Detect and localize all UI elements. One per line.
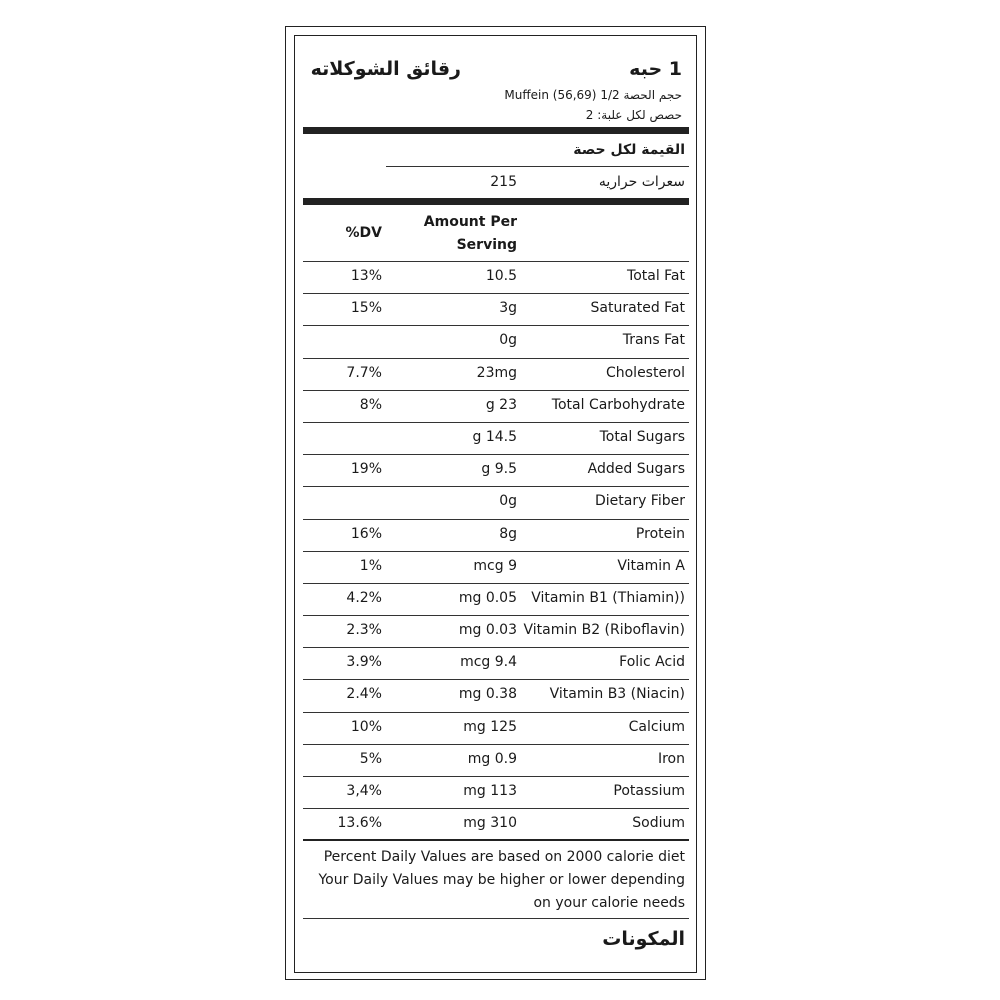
calories-value: 215: [490, 174, 517, 190]
nutrient-amount: mg 0.03: [458, 622, 517, 639]
nutrient-dv: 1%: [359, 557, 382, 574]
table-row: [303, 293, 689, 325]
table-row: [303, 583, 689, 615]
table-row: [303, 519, 689, 551]
serving-size: حجم الحصة 1/2 Muffein (56,69): [504, 88, 682, 102]
table-row: [303, 647, 689, 679]
table-row: [303, 422, 689, 454]
nutrient-amount: 0g: [499, 332, 517, 349]
nutrient-amount: mg 0.9: [467, 750, 517, 767]
nutrient-dv: 13%: [350, 268, 382, 284]
nutrient-amount: mcg 9: [473, 557, 517, 574]
nutrient-dv: 7.7%: [346, 364, 382, 381]
table-row: [303, 712, 689, 744]
column-header-amount: Amount Per Serving: [423, 214, 517, 253]
nutrient-name: Added Sugars: [587, 461, 685, 478]
table-row: [303, 486, 689, 518]
nutrient-amount: g 23: [485, 396, 517, 413]
table-row: [303, 261, 689, 293]
nutrient-dv: 5%: [359, 750, 382, 767]
table-row: [303, 808, 689, 840]
nutrient-dv: 3.9%: [346, 654, 382, 671]
nutrient-amount: mg 125: [463, 718, 517, 735]
table-bottom-divider: [303, 839, 689, 841]
nutrient-amount: g 9.5: [481, 461, 517, 478]
table-row: [303, 390, 689, 422]
nutrient-amount: 8g: [499, 525, 517, 542]
thick-divider: [303, 198, 689, 205]
divider: [386, 166, 689, 167]
per-serving-heading: القيمة لكل حصة: [573, 142, 685, 158]
nutrient-dv: 2.3%: [346, 622, 382, 639]
nutrient-name: Saturated Fat: [590, 300, 685, 317]
table-row: [303, 325, 689, 357]
nutrient-amount: mg 310: [463, 815, 517, 832]
nutrient-name: Protein: [635, 525, 685, 542]
ingredients-heading: المكونات: [602, 928, 685, 950]
nutrient-amount: 23mg: [476, 364, 517, 381]
nutrient-name: Vitamin B1 (Thiamin)): [531, 589, 685, 606]
nutrient-name: Total Sugars: [599, 428, 685, 445]
nutrient-name: Vitamin B3 (Niacin): [549, 686, 685, 703]
nutrient-amount: mcg 9.4: [460, 654, 517, 671]
nutrient-dv: 13.6%: [337, 815, 382, 832]
table-row: [303, 776, 689, 808]
nutrient-name: Calcium: [628, 718, 685, 735]
footnote: Percent Daily Values are based on 2000 calorie diet Your Daily Values may be higher or lower depending on your calorie needs: [318, 849, 685, 911]
nutrient-dv: 16%: [350, 525, 382, 542]
column-header-dv: %DV: [345, 225, 382, 241]
nutrient-amount: mg 0.05: [458, 589, 517, 606]
nutrient-name: Cholesterol: [605, 364, 685, 381]
nutrient-dv: 10%: [350, 718, 382, 735]
nutrient-amount: mg 0.38: [458, 686, 517, 703]
table-row: [303, 358, 689, 390]
nutrient-dv: 4.2%: [346, 589, 382, 606]
nutrient-name: Sodium: [632, 815, 685, 832]
nutrient-amount: 0g: [499, 493, 517, 510]
table-row: [303, 679, 689, 711]
nutrient-dv: 3,4%: [346, 783, 382, 799]
table-row: [303, 551, 689, 583]
table-row: [303, 615, 689, 647]
nutrient-dv: 19%: [350, 461, 382, 478]
divider: [303, 918, 689, 919]
nutrient-name: Dietary Fiber: [594, 493, 685, 510]
product-name: رقائق الشوكلاته: [310, 58, 461, 80]
servings-per-container: حصص لكل علبة: 2: [585, 108, 682, 122]
nutrient-dv: 15%: [350, 300, 382, 317]
calories-label: سعرات حراريه: [598, 174, 685, 190]
nutrient-name: Trans Fat: [622, 332, 685, 349]
nutrient-amount: 10.5: [485, 268, 517, 284]
nutrient-name: Vitamin B2 (Riboflavin): [523, 622, 685, 639]
nutrient-name: Total Carbohydrate: [551, 396, 685, 413]
nutrient-dv: 8%: [359, 396, 382, 413]
nutrient-dv: 2.4%: [346, 686, 382, 703]
thick-divider: [303, 127, 689, 134]
table-row: [303, 744, 689, 776]
table-row: [303, 454, 689, 486]
nutrient-table: [303, 261, 689, 840]
nutrient-name: Iron: [657, 750, 685, 767]
nutrient-name: Vitamin A: [617, 557, 685, 574]
product-count: 1 حبه: [629, 58, 682, 80]
nutrient-amount: 3g: [499, 300, 517, 317]
nutrient-name: Potassium: [613, 783, 685, 799]
nutrient-name: Total Fat: [627, 268, 685, 284]
nutrient-amount: mg 113: [463, 783, 517, 799]
nutrient-name: Folic Acid: [619, 654, 685, 671]
nutrient-amount: g 14.5: [472, 428, 517, 445]
